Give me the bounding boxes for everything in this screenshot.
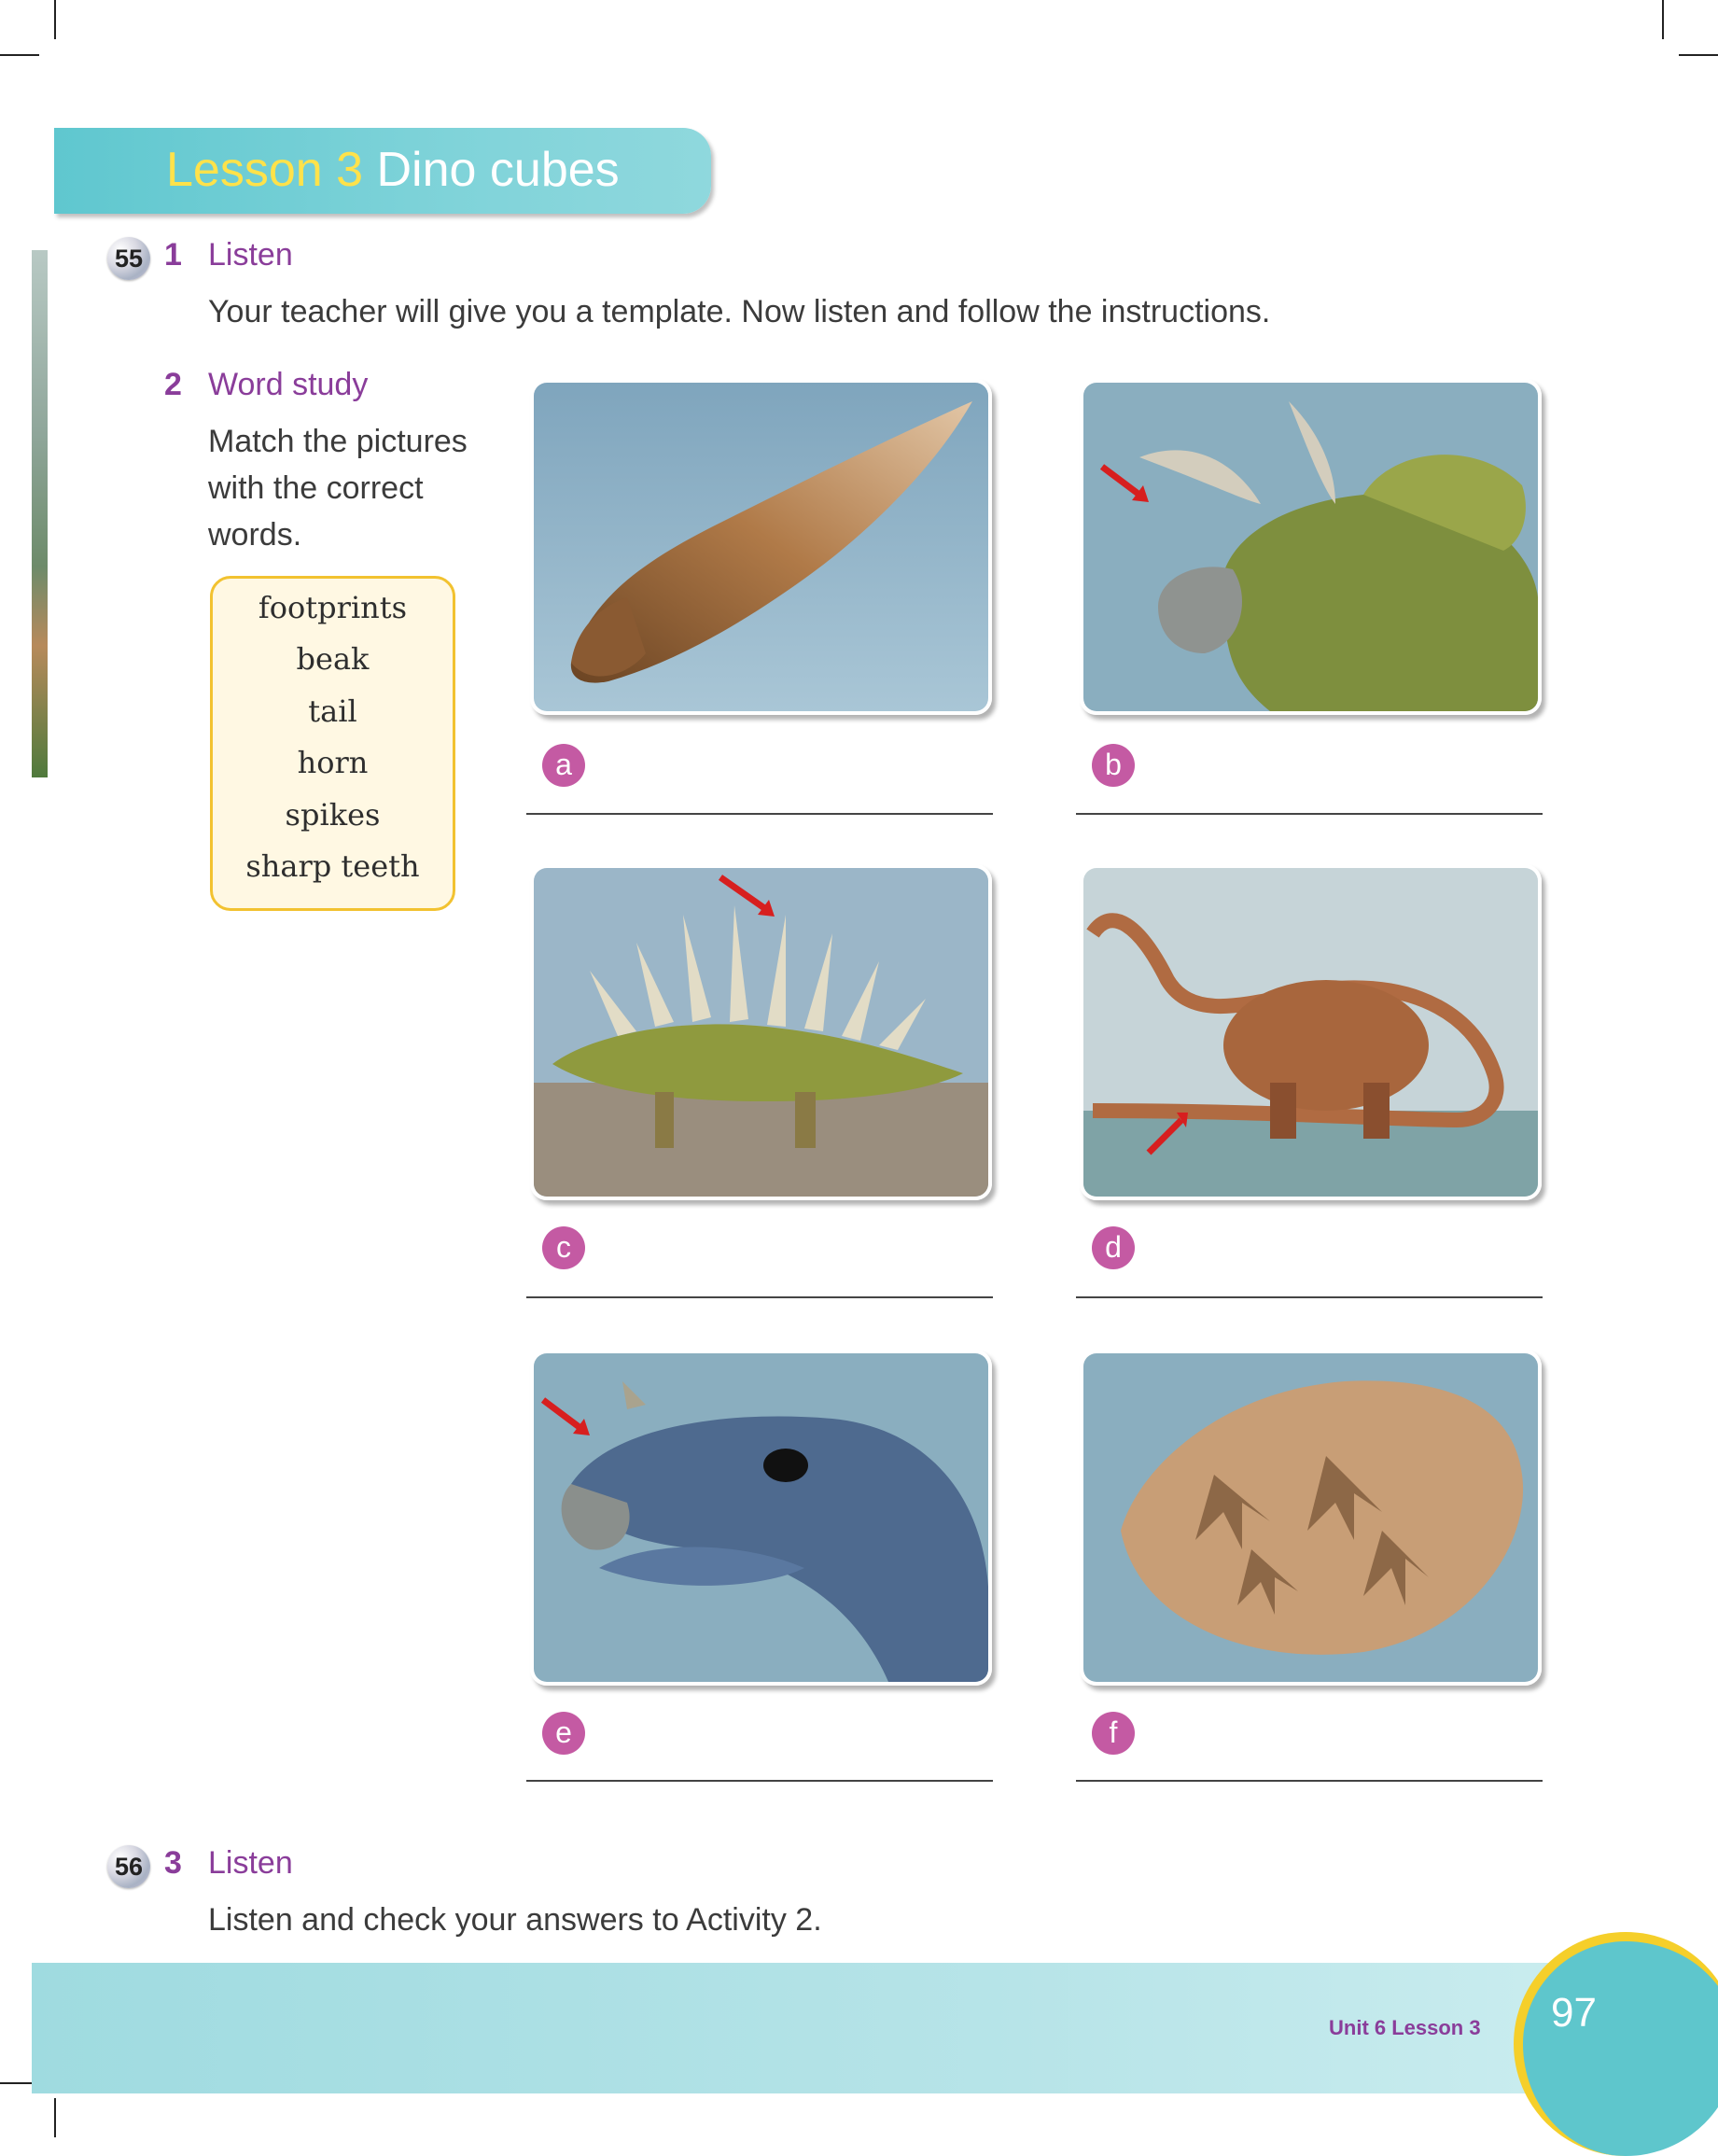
word-bank-item: footprints [258, 590, 408, 625]
activity-instruction: Your teacher will give you a template. Now listen and follow the instructions. [208, 294, 1271, 329]
picture-label-d: d [1092, 1226, 1135, 1269]
unit-lesson-label: Unit 6 Lesson 3 [1329, 2016, 1481, 2039]
lesson-label: Lesson 3 [166, 143, 364, 197]
activity-instruction-line: with the correct [208, 470, 424, 506]
picture-label-c: c [542, 1226, 585, 1269]
activity-number: 1 [164, 237, 182, 273]
word-bank-item: sharp teeth [245, 848, 420, 884]
activity-title: Listen [208, 1845, 293, 1881]
picture-label-b: b [1092, 744, 1135, 787]
answer-line-b[interactable] [1076, 813, 1543, 815]
answer-line-c[interactable] [526, 1296, 993, 1298]
answer-line-e[interactable] [526, 1780, 993, 1782]
word-bank-item: spikes [285, 797, 381, 833]
lesson-name: Dino cubes [376, 143, 620, 197]
activity-number: 2 [164, 367, 182, 402]
picture-d-long-neck-dinosaur [1080, 864, 1542, 1200]
word-bank-item: horn [297, 745, 369, 780]
picture-f-footprints [1080, 1350, 1542, 1686]
crop-mark [1679, 54, 1718, 56]
audio-track-number: 55 [114, 245, 144, 273]
picture-e-beaked-head [530, 1350, 992, 1686]
picture-label-f: f [1092, 1712, 1135, 1755]
activity-number: 3 [164, 1845, 182, 1881]
audio-track-number: 56 [114, 1853, 144, 1881]
answer-line-d[interactable] [1076, 1296, 1543, 1298]
page-number: 97 [1551, 1990, 1597, 2036]
activity-instruction-line: words. [208, 517, 302, 553]
word-bank-item: tail [308, 693, 357, 729]
answer-line-f[interactable] [1076, 1780, 1543, 1782]
crop-mark [0, 54, 39, 56]
word-bank-item: beak [296, 641, 370, 677]
side-image-strip [32, 250, 48, 777]
lesson-title [166, 136, 620, 203]
picture-label-a: a [542, 744, 585, 787]
crop-mark [54, 2098, 56, 2137]
activity-title: Listen [208, 237, 293, 273]
answer-line-a[interactable] [526, 813, 993, 815]
picture-a-tooth [530, 379, 992, 715]
picture-label-e: e [542, 1712, 585, 1755]
picture-c-spiked-dinosaur [530, 864, 992, 1200]
crop-mark [54, 0, 56, 39]
page-number-badge [1514, 1932, 1718, 2156]
activity-instruction: Listen and check your answers to Activity 2. [208, 1902, 822, 1938]
activity-instruction-line: Match the pictures [208, 424, 468, 459]
activity-title: Word study [208, 367, 369, 402]
picture-b-horned-head [1080, 379, 1542, 715]
crop-mark [1662, 0, 1664, 39]
